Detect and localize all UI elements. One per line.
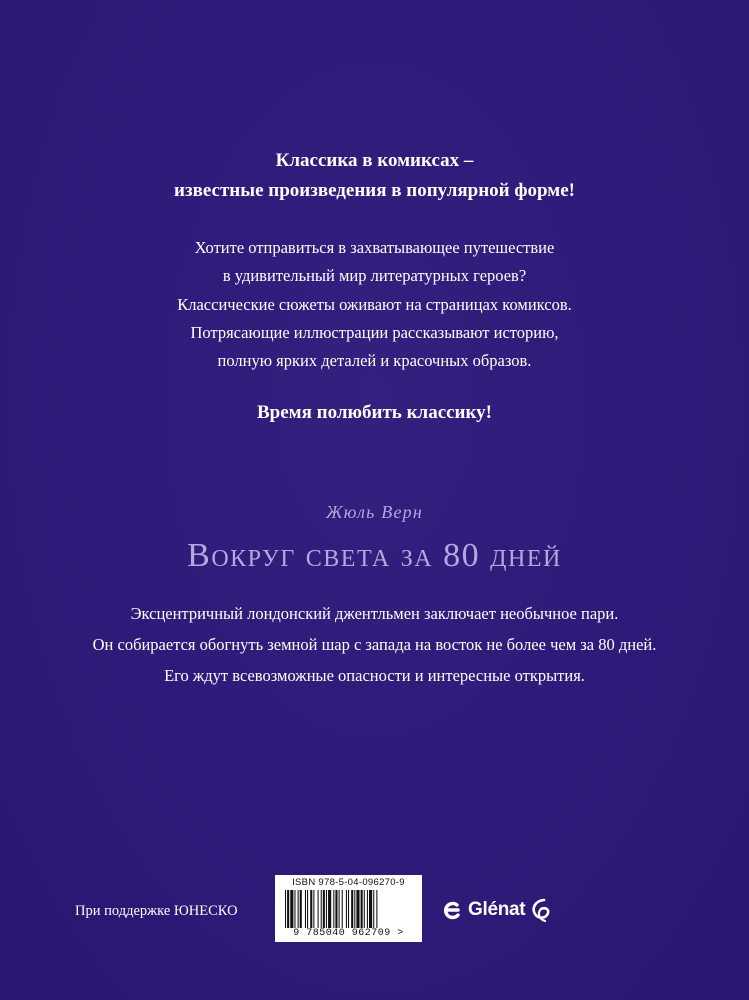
tagline (0, 146, 749, 206)
barcode-stripe (323, 890, 325, 928)
intro-text (0, 234, 749, 375)
barcode-stripe (321, 890, 322, 928)
barcode-stripe (346, 890, 347, 928)
synopsis-line: Он собирается обогнуть земной шар с запада на восток не более чем за 80 дней. (92, 635, 657, 654)
synopsis (0, 598, 749, 691)
barcode-stripe (356, 890, 359, 928)
isbn-number: ISBN 978-5-04-096270-9 (292, 877, 405, 888)
barcode-bars (285, 890, 413, 928)
barcode-stripe (361, 890, 363, 928)
barcode-stripe (310, 890, 312, 928)
barcode-digits: 9 785040 962709 > (293, 928, 404, 939)
barcode-stripe (294, 890, 295, 928)
barcode-stripe (342, 890, 343, 928)
publisher-logo (441, 896, 552, 924)
barcode-stripe (326, 890, 327, 928)
barcode-stripe (364, 890, 365, 928)
intro-line: Классические сюжеты оживают на страницах комиксов. (177, 294, 572, 314)
barcode-stripe (335, 890, 337, 928)
barcode-stripe (305, 890, 306, 928)
tagline-line: Классика в комиксах – (275, 150, 474, 171)
barcode-stripe (339, 890, 340, 928)
intro-line: в удивительный мир литературных героев? (222, 266, 527, 286)
barcode-stripe (333, 890, 334, 928)
publisher-swirl-icon (530, 897, 552, 923)
intro-line: Потрясающие иллюстрации рассказывают историю, (190, 322, 559, 342)
barcode-stripe (348, 890, 349, 928)
barcode-stripe (300, 890, 302, 928)
barcode-stripe (318, 890, 319, 928)
barcode (275, 875, 422, 942)
barcode-stripe (354, 890, 355, 928)
publisher-e-icon (441, 898, 463, 922)
barcode-stripe (367, 890, 368, 928)
barcode-stripe (298, 890, 299, 928)
book-title: Вокруг света за 80 дней (187, 537, 562, 574)
barcode-stripe (285, 890, 286, 928)
intro-line: Хотите отправиться в захватывающее путешествие (194, 238, 555, 257)
barcode-stripe (373, 890, 374, 928)
publisher-name: Glénat (468, 899, 526, 920)
synopsis-line: Его ждут всевозможные опасности и интересные открытия. (164, 666, 585, 685)
barcode-stripe (287, 890, 289, 928)
barcode-stripe (376, 890, 377, 928)
barcode-stripe (369, 890, 372, 928)
barcode-stripe (328, 890, 331, 928)
unesco-support-note: При поддержке ЮНЕСКО (75, 903, 238, 919)
slogan: Время полюбить классику! (256, 402, 493, 423)
author-name: Жюль Верн (326, 502, 423, 522)
tagline-line: известные произведения в популярной форме! (174, 180, 575, 201)
intro-line: полную ярких деталей и красочных образов. (217, 351, 532, 371)
barcode-stripe (313, 890, 314, 928)
barcode-stripe (307, 890, 308, 928)
barcode-stripe (351, 890, 353, 928)
barcode-stripe (290, 890, 293, 928)
synopsis-line: Эксцентричный лондонский джентльмен заключает необычное пари. (130, 604, 619, 623)
